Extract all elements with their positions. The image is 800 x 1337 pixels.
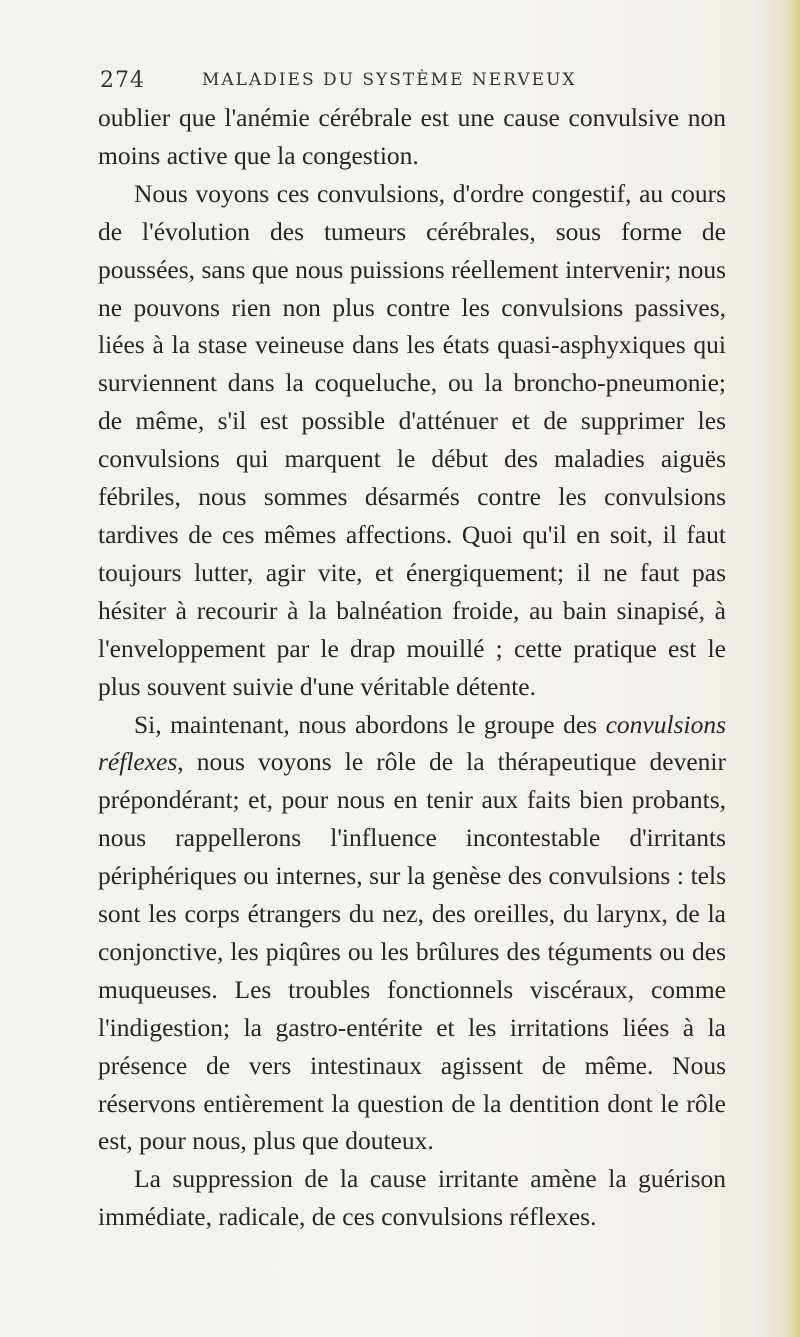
paragraph-reflex-rest: , nous voyons le rôle de la thérapeutique devenir prépondérant; et, pour nous en tenir aux faits bien probants, nous rappellerons l'influence incontestable d'irritants périphériques ou internes, sur la genèse des convulsions : tels sont les corps étrangers du nez, des oreilles, du larynx, de la conjonctive, les piqûres ou les brûlures des téguments ou des muqueuses. Les troubles fonctionnels viscéraux, comme l'indigestion; la gastro-entérite et les irritations liées à la présence de vers intestinaux agissent de même. Nous réservons entièrement la question de la dentition dont le rôle est, pour nous, plus que douteux. bbox=[98, 747, 726, 1156]
page-edge-shadow bbox=[786, 0, 800, 1337]
body-text bbox=[98, 99, 726, 1236]
paragraph-reflex-convulsions bbox=[98, 706, 726, 1161]
running-title: MALADIES DU SYSTÈME NERVEUX bbox=[202, 70, 577, 90]
page-number: 274 bbox=[100, 68, 145, 93]
page-header bbox=[100, 68, 720, 94]
paragraph-congestive-convulsions: Nous voyons ces convulsions, d'ordre congestif, au cours de l'évolution des tumeurs cérébrales, sous forme de poussées, sans que nous puissions réellement intervenir; nous ne pouvons rien non plus contre les convulsions passives, liées à la stase veineuse dans les états quasi-asphyxiques qui surviennent dans la coqueluche, ou la broncho-pneumonie; de même, s'il est possible d'atténuer et de supprimer les convulsions qui marquent le début des maladies aiguës fébriles, nous sommes désarmés contre les convulsions tardives de ces mêmes affections. Quoi qu'il en soit, il faut toujours lutter, agir vite, et énergiquement; il ne faut pas hésiter à recourir à la balnéation froide, au bain sinapisé, à l'enveloppement par le drap mouillé ; cette pratique est le plus souvent suivie d'une véritable détente. bbox=[98, 178, 726, 701]
paragraph-continuation: oublier que l'anémie cérébrale est une cause convulsive non moins active que la congestion. bbox=[98, 103, 726, 170]
italic-term: convulsions réflexes bbox=[98, 709, 726, 777]
paragraph-cure: La suppression de la cause irritante amène la guérison immédiate, radicale, de ces convulsions réflexes. bbox=[98, 1164, 726, 1232]
paragraph-reflex-start: Si, maintenant, nous abordons le groupe des bbox=[134, 709, 606, 739]
